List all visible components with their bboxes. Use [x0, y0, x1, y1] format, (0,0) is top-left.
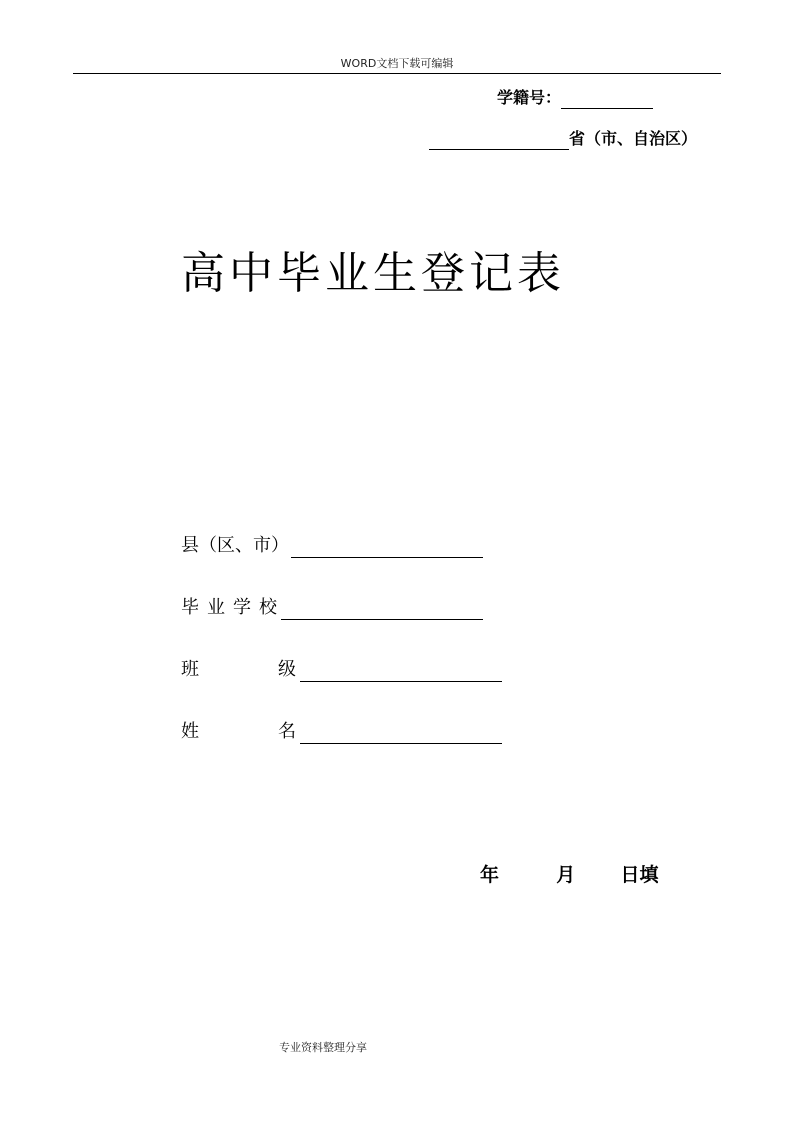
page-footer-text: 专业资料整理分享 — [279, 1041, 367, 1054]
name-row — [181, 716, 502, 744]
name-field[interactable] — [300, 721, 502, 744]
student-id-label: 学籍号： — [497, 88, 562, 107]
student-id-row — [497, 87, 653, 109]
class-field[interactable] — [300, 659, 502, 682]
school-field[interactable] — [281, 597, 483, 620]
header-divider — [73, 73, 721, 74]
county-label: 县（区、市） — [181, 535, 289, 556]
student-id-blank[interactable] — [561, 90, 653, 109]
date-fill-line — [480, 862, 659, 888]
date-year: 年 — [480, 864, 500, 886]
school-row — [181, 592, 483, 620]
name-label-char-2: 名 — [278, 721, 296, 742]
school-label: 毕业学校 — [181, 597, 285, 618]
date-month: 月 — [556, 864, 576, 886]
county-row — [181, 530, 483, 558]
page-title: 高中毕业生登记表 — [181, 248, 565, 299]
class-row — [181, 654, 502, 682]
province-suffix: 省（市、自治区） — [569, 129, 698, 148]
province-row — [429, 128, 697, 150]
county-field[interactable] — [291, 535, 483, 558]
class-label-char-1: 班 — [181, 659, 199, 680]
class-label-char-2: 级 — [278, 659, 296, 680]
page-header-text: WORD文档下载可编辑 — [340, 57, 454, 70]
name-label-char-1: 姓 — [181, 721, 199, 742]
date-day-fill: 日填 — [620, 864, 659, 886]
province-blank[interactable] — [429, 131, 569, 150]
